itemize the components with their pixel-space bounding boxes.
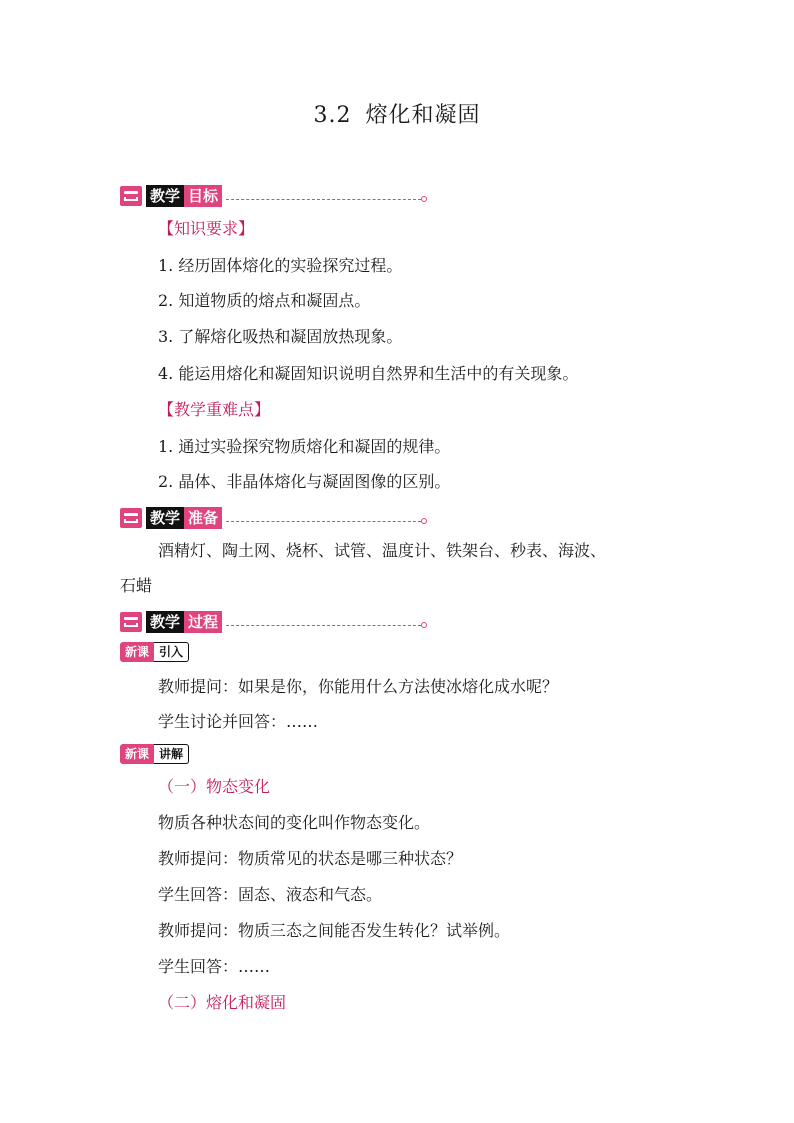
knowledge-item: 1. 经历固体熔化的实验探究过程。 [158, 256, 403, 275]
lecture-line: 学生回答：固态、液态和气态。 [158, 885, 383, 904]
title-text: 熔化和凝固 [365, 103, 481, 128]
divider-line [226, 199, 421, 200]
lecture-line: 教师提问：物质三态之间能否发生转化？试举例。 [158, 921, 511, 940]
tag-label-a: 新课 [120, 744, 154, 764]
book-stack-icon [120, 186, 142, 206]
book-stack-icon [120, 508, 142, 528]
key-point-item: 1. 通过实验探究物质熔化和凝固的规律。 [158, 437, 451, 456]
title-number: 3.2 [313, 103, 352, 128]
subsection-heading: （二）熔化和凝固 [158, 993, 287, 1012]
subsection-heading: （一）物态变化 [158, 777, 271, 796]
dialog-line: 学生讨论并回答：…… [158, 712, 319, 731]
tag-label-b: 引入 [154, 642, 189, 662]
section-label-pink: 目标 [184, 185, 222, 207]
dialog-line: 教师提问：如果是你，你能用什么方法使冰熔化成水呢？ [158, 677, 559, 696]
tag-new-lesson-lecture [120, 744, 189, 764]
page-title [0, 98, 794, 129]
materials-line: 石蜡 [120, 576, 153, 595]
lecture-line: 教师提问：物质常见的状态是哪三种状态？ [158, 849, 463, 868]
section-label-pink: 过程 [184, 611, 222, 633]
key-point-item: 2. 晶体、非晶体熔化与凝固图像的区别。 [158, 472, 451, 491]
section-label-black: 教学 [146, 185, 184, 207]
divider-dot [421, 622, 427, 628]
divider-line [226, 521, 421, 522]
section-header-prep [120, 507, 427, 529]
knowledge-item: 4. 能运用熔化和凝固知识说明自然界和生活中的有关现象。 [158, 364, 579, 383]
materials-line: 酒精灯、陶土网、烧杯、试管、温度计、铁架台、秒表、海波、 [158, 541, 607, 560]
section-label-black: 教学 [146, 611, 184, 633]
divider-dot [421, 518, 427, 524]
key-points-heading: 【教学重难点】 [158, 400, 271, 419]
divider-dot [421, 196, 427, 202]
section-header-goals [120, 185, 427, 207]
tag-new-lesson-intro [120, 642, 189, 662]
tag-label-a: 新课 [120, 642, 154, 662]
lecture-line: 物质各种状态间的变化叫作物态变化。 [158, 813, 431, 832]
section-header-process [120, 611, 427, 633]
divider-line [226, 625, 421, 626]
section-label-pink: 准备 [184, 507, 222, 529]
section-label-black: 教学 [146, 507, 184, 529]
knowledge-item: 2. 知道物质的熔点和凝固点。 [158, 291, 371, 310]
knowledge-item: 3. 了解熔化吸热和凝固放热现象。 [158, 327, 403, 346]
lecture-line: 学生回答：…… [158, 957, 271, 976]
knowledge-heading: 【知识要求】 [158, 219, 255, 238]
tag-label-b: 讲解 [154, 744, 189, 764]
book-stack-icon [120, 612, 142, 632]
